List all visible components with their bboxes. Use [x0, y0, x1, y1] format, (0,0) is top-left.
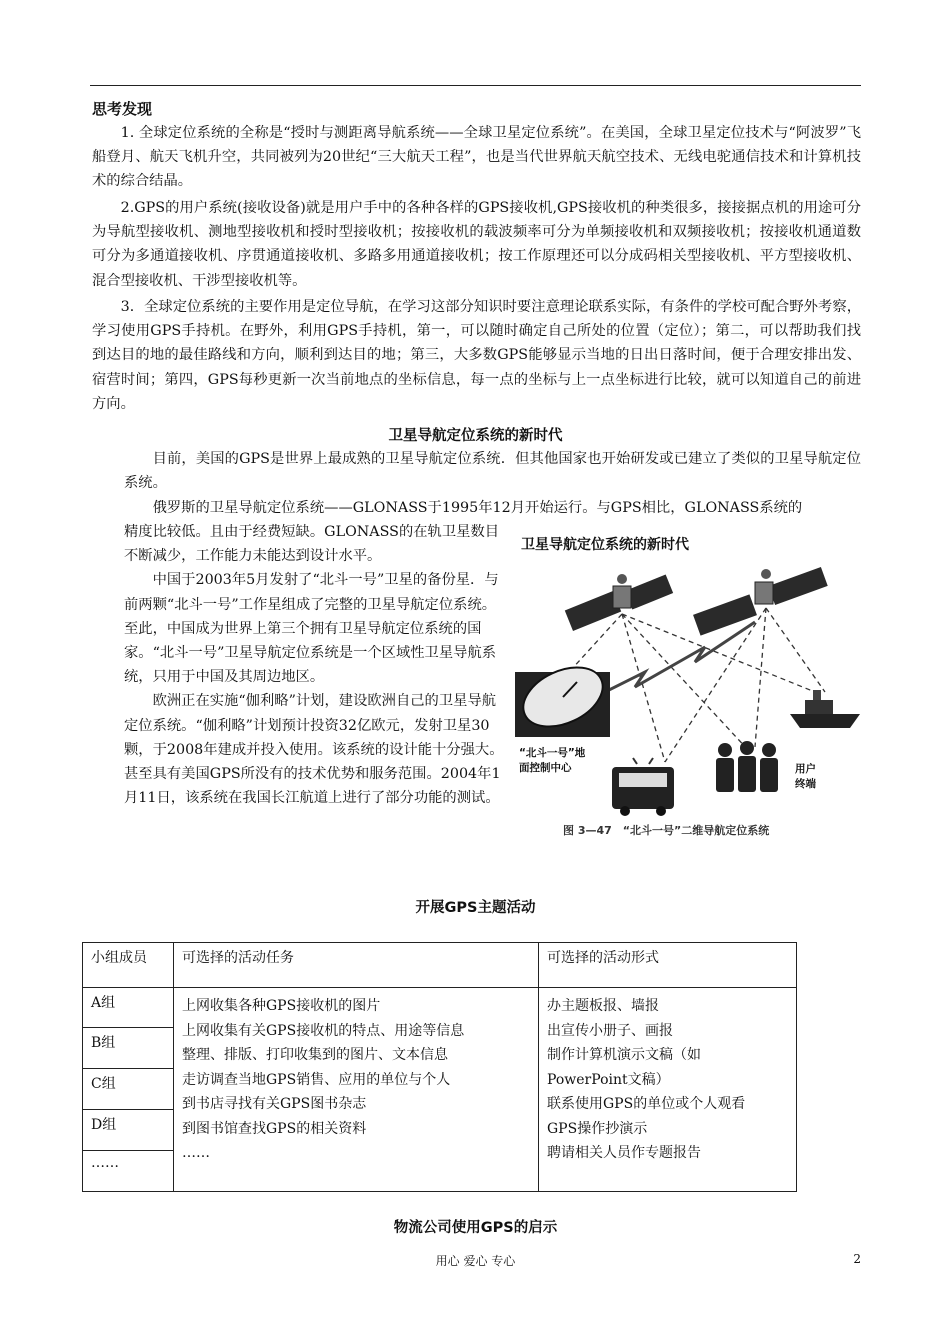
group-column: [83, 988, 174, 1192]
task-item: 到图书馆查找GPS的相关资料: [182, 1120, 367, 1137]
section-heading-thinking: 思考发现: [92, 100, 153, 118]
section-heading-activities: 开展GPS主题活动: [415, 900, 536, 916]
header-rule: [90, 85, 861, 86]
form-item: 联系使用GPS的单位或个人观看: [547, 1096, 746, 1112]
form-item: 聘请相关人员作专题报告: [547, 1145, 701, 1161]
figure-caption: 图 3—47 “北斗一号”二维导航定位系统: [563, 824, 770, 837]
section-heading-new-era: 卫星导航定位系统的新时代: [388, 428, 563, 444]
paragraph-beidou: 中国于2003年5月发射了“北斗一号”卫星的备份星．与前两颗“北斗一号”工作星组成了完整的卫星导航定位系统。至此，中国成为世界上第三个拥有卫星导航定位系统的国家。“北斗一号”卫星导航定位系统是一个区域性卫星导航系统，只用于中国及其周边地区。: [124, 572, 499, 686]
task-item: ……: [182, 1145, 210, 1161]
group-cell: D组: [83, 1110, 173, 1151]
form-item: GPS操作抄演示: [547, 1120, 648, 1137]
task-item: 上网收集有关GPS接收机的特点、用途等信息: [182, 1022, 465, 1039]
figure-title: 卫星导航定位系统的新时代: [521, 537, 689, 553]
tasks-cell: [174, 988, 539, 1192]
user-terminal-label: 用户 终端: [795, 763, 816, 790]
beidou-figure: [515, 522, 871, 848]
forms-cell: [539, 988, 797, 1192]
paragraph-3: 3．全球定位系统的主要作用是定位导航，在学习这部分知识时要注意理论联系实际，有条件的学校可配合野外考察，学习使用GPS手持机。在野外，利用GPS手持机，第一，可以随时确定自己所处的位置（定位）；第二，可以帮助我们找到达目的地的最佳路线和方向，顺利到达目的地；第三，大多数GPS能够显示当地的日出日落时间，便于合理安排出发、宿营时间；第四，GPS每秒更新一次当前地点的坐标信息，每一点的坐标与上一点坐标进行比较，就可以知道自己的前进方向。: [92, 299, 861, 412]
table-header-row: [83, 943, 797, 988]
paragraph-usa-gps: 目前，美国的GPS是世界上最成熟的卫星导航定位系统．但其他国家也开始研发或已建立了类似的卫星导航定位系统。: [124, 451, 861, 492]
task-item: 走访调查当地GPS销售、应用的单位与个人: [182, 1071, 451, 1088]
users-icon: [716, 741, 778, 792]
paragraph-galileo: 欧洲正在实施“伽利略”计划，建设欧洲自己的卫星导航定位系统。“伽利略”计划预计投资32亿欧元，发射卫星30颗，于2008年建成并投入使用。该系统的设计能十分强大。甚至具有美国GPS所没有的技术优势和服务范围。2004年1月11日，该系统在我国长江航道上进行了部分功能的测试。: [124, 693, 504, 807]
group-cell: B组: [83, 1028, 173, 1069]
form-item: PowerPoint文稿）: [547, 1071, 670, 1088]
paragraph-1: 1. 全球定位系统的全称是“授时与测距离导航系统——全球卫星定位系统”。在美国，全球卫星定位技术与“阿波罗”飞船登月、航天飞机升空，共同被列为20世纪“三大航天工程”，也是当代世界航天航空技术、无线电驼通信技术和计算机技术的综合结晶。: [92, 125, 861, 190]
group-cell: C组: [83, 1069, 173, 1110]
table-row: [83, 988, 797, 1192]
table-header-cell: 可选择的活动形式: [539, 943, 797, 988]
paragraph-2: 2.GPS的用户系统(接收设备)就是用户手中的各种各样的GPS接收机,GPS接收机的种类很多，接接据点机的用途可分为导航型接收机、测地型接收机和授时型接收机；按接收机的载波频率可分为单频接收机和双频接收机；按接收机通道数可分为多通道接收机、序贯通道接收机、多路多用通道接收机；按工作原理还可以分成码相关型接收机、平方型接收机、混合型接收机、干涉型接收机等。: [92, 200, 861, 289]
group-cell: ……: [91, 1155, 119, 1171]
task-item: 整理、排版、打印收集到的图片、文本信息: [182, 1047, 448, 1063]
table-header-cell: 小组成员: [83, 943, 174, 988]
section-heading-logistics: 物流公司使用GPS的启示: [393, 1220, 558, 1236]
form-item: 出宣传小册子、画报: [547, 1022, 673, 1039]
form-item: 制作计算机演示文稿（如: [547, 1047, 701, 1063]
footer-motto: 用心 爱心 专心: [435, 1254, 516, 1268]
beidou-diagram: [515, 522, 871, 848]
page-number: 2: [853, 1252, 861, 1266]
ground-station-label: “北斗一号”地 面控制中心: [519, 747, 586, 774]
paragraph-glonass-line1: 俄罗斯的卫星导航定位系统——GLONASS于1995年12月开始运行。与GPS相比，GLONASS系统的: [152, 500, 803, 516]
paragraph-glonass-rest: 精度比较低。且由于经费短缺。GLONASS的在轨卫星数目不断减少，工作能力未能达到设计水平。: [124, 524, 500, 565]
wrapped-text-column: [124, 520, 508, 810]
form-item: 办主题板报、墙报: [547, 998, 659, 1014]
group-cell: A组: [83, 988, 173, 1028]
task-item: 上网收集各种GPS接收机的图片: [182, 998, 381, 1014]
activity-table: [82, 942, 797, 1192]
table-header-cell: 可选择的活动任务: [174, 943, 539, 988]
task-item: 到书店寻找有关GPS图书杂志: [182, 1096, 367, 1112]
